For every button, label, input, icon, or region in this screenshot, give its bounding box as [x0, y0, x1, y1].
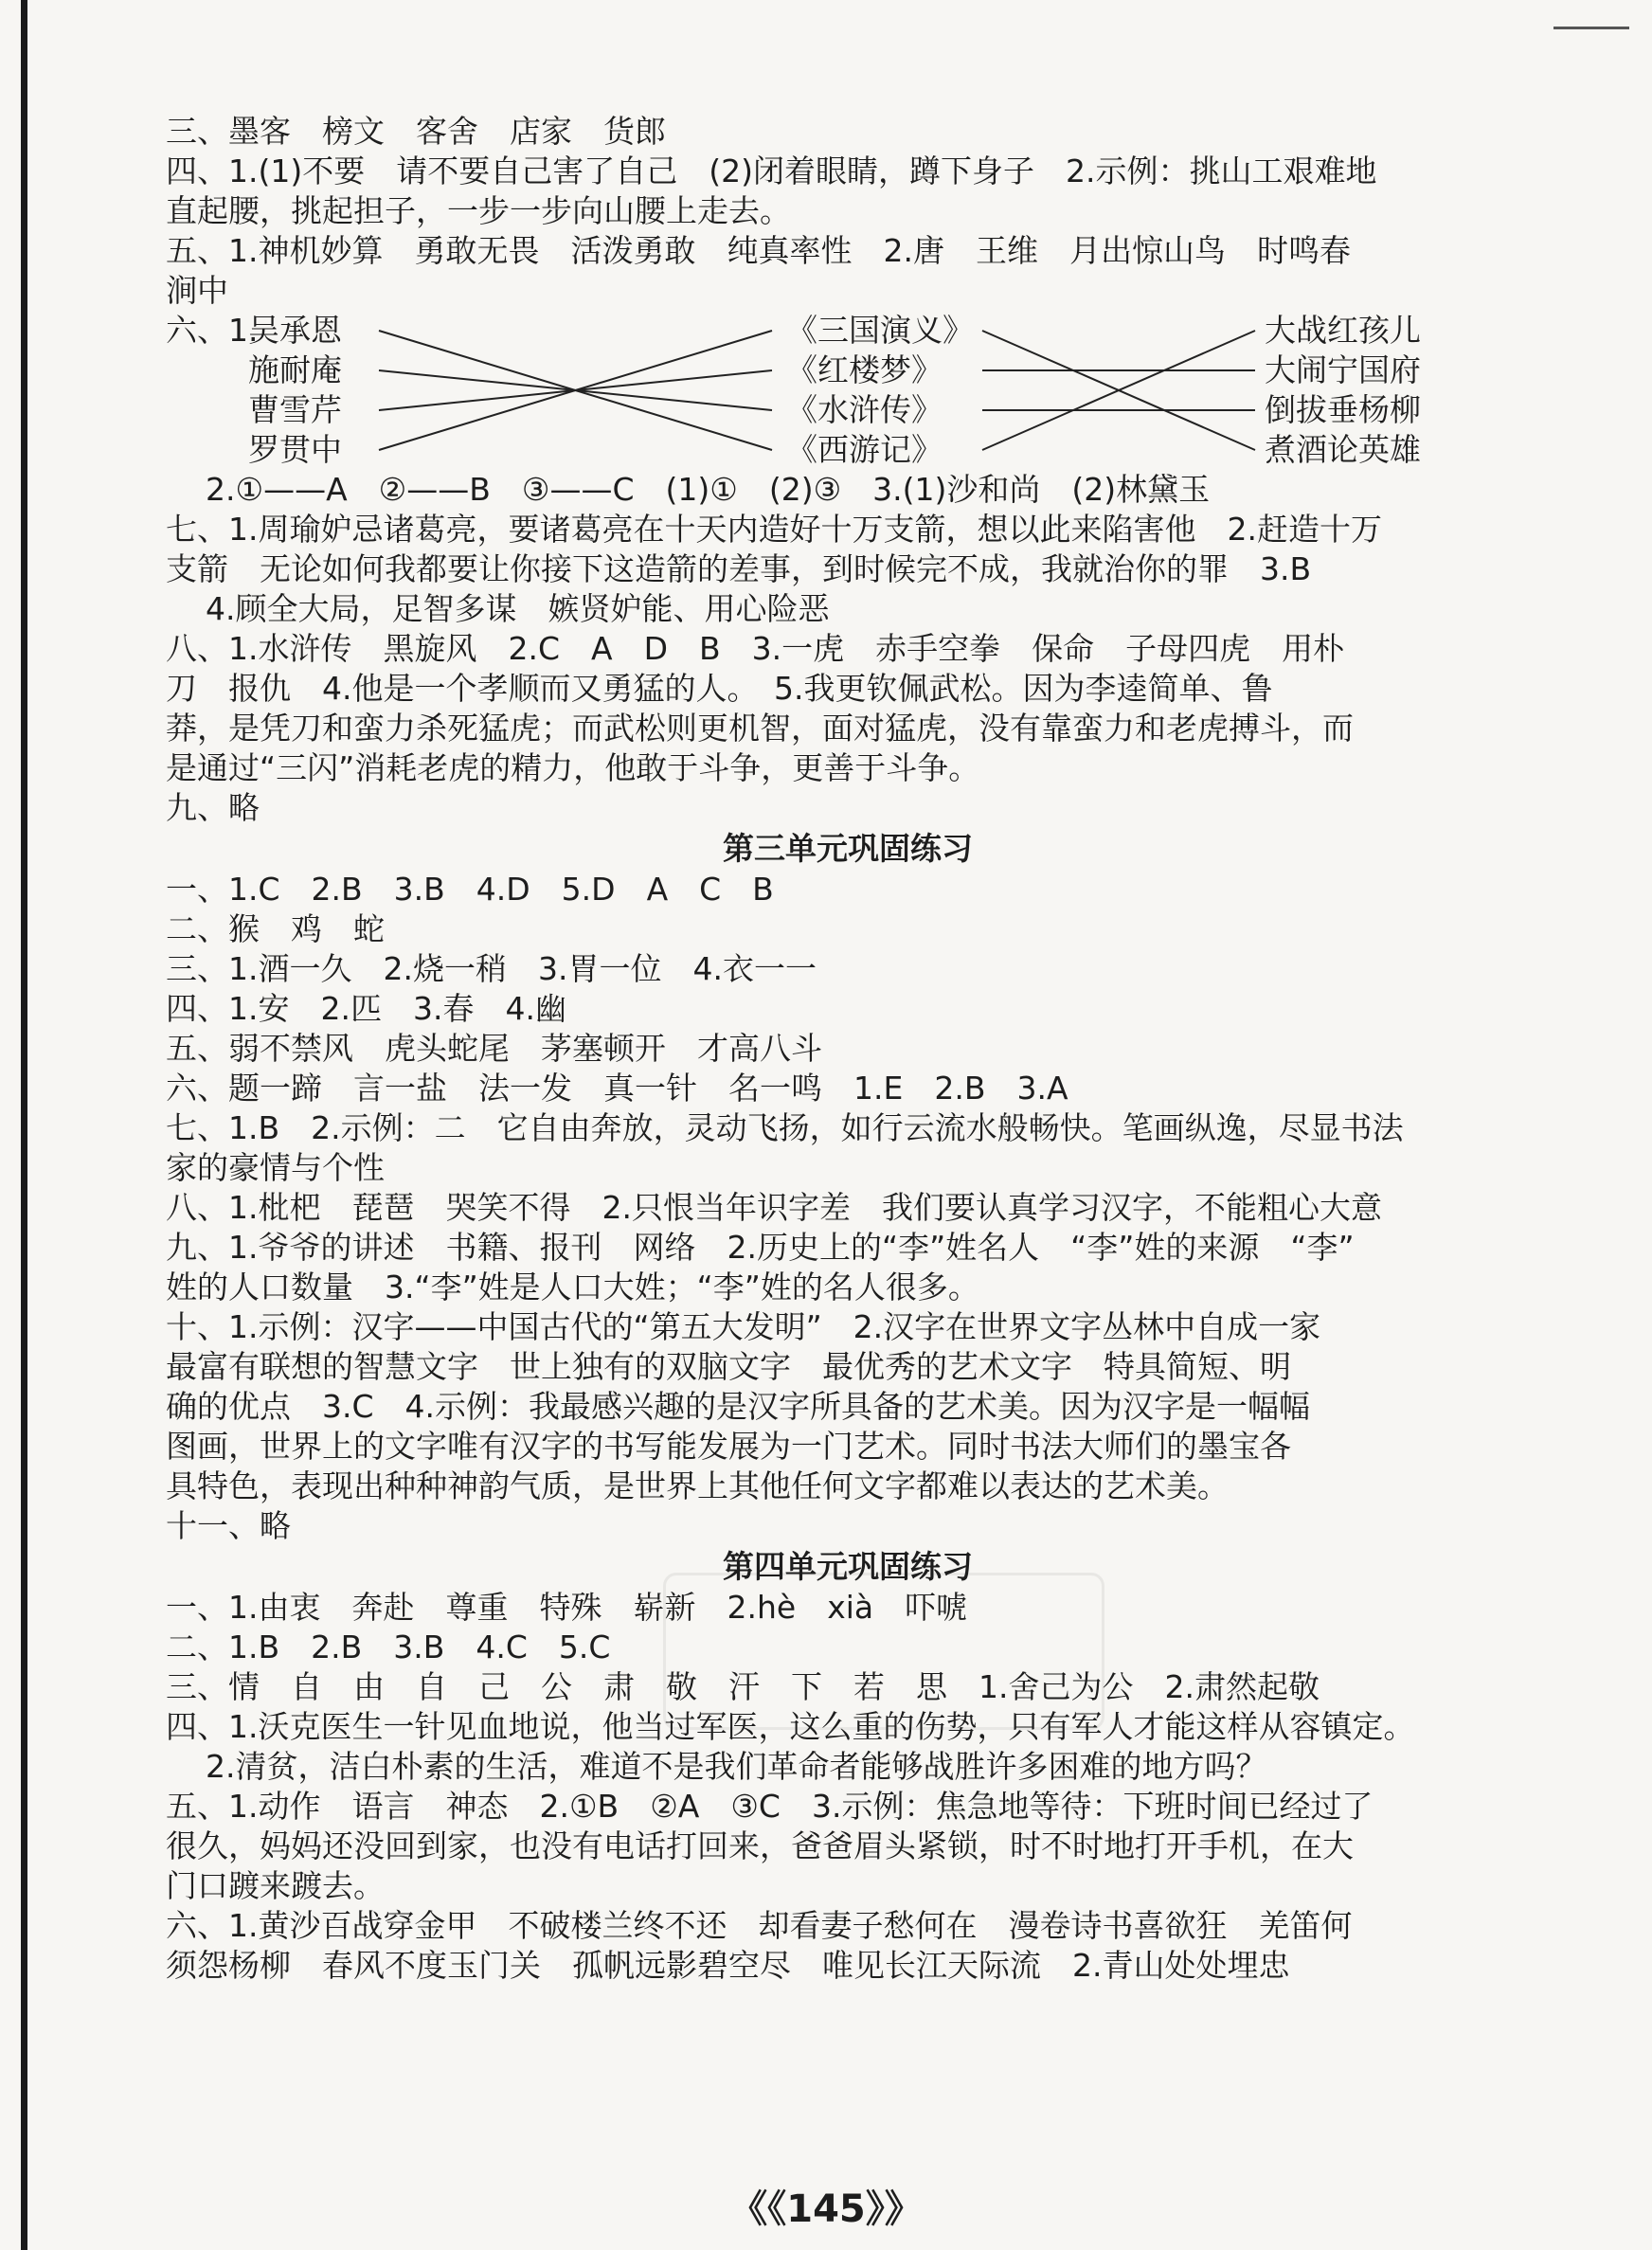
answer-line: 八、1.枇杷 琵琶 哭笑不得 2.只恨当年识字差 我们要认真学习汉字，不能粗心大意 — [166, 1189, 1382, 1226]
answer-line: 4.顾全大局，足智多谋 嫉贤妒能、用心险恶 — [206, 590, 830, 627]
book-4: 《西游记》 — [786, 431, 943, 468]
answer-line: 六、1.黄沙百战穿金甲 不破楼兰终不还 却看妻子愁何在 漫卷诗书喜欲狂 羌笛何 — [166, 1907, 1353, 1944]
answer-line: 二、猴 鸡 蛇 — [166, 910, 385, 947]
answer-line: 2.清贫，洁白朴素的生活，难道不是我们革命者能够战胜许多困难的地方吗？ — [206, 1748, 1267, 1785]
unit3-answers — [166, 870, 1530, 1546]
answer-line: 七、1.周瑜妒忌诸葛亮，要诸葛亮在十天内造好十万支箭，想以此来陷害他 2.赶造十万 — [166, 511, 1382, 548]
story-4: 煮酒论英雄 — [1265, 431, 1421, 468]
answer-line: 须怨杨柳 春风不度玉门关 孤帆远影碧空尽 唯见长江天际流 2.青山处处埋忠 — [166, 1947, 1290, 1984]
answer-line: 六、题一蹄 言一盐 法一发 真一针 名一鸣 1.E 2.B 3.A — [166, 1070, 1068, 1107]
answer-line: 四、1.安 2.匹 3.春 4.幽 — [166, 990, 566, 1027]
answer-line: 最富有联想的智慧文字 世上独有的双脑文字 最优秀的艺术文字 特具简短、明 — [166, 1348, 1291, 1385]
unit2-answers-bottom — [166, 470, 1530, 828]
book-2: 《红楼梦》 — [786, 351, 943, 388]
answer-line: 刀 报仇 4.他是一个孝顺而又勇猛的人。 5.我更钦佩武松。因为李逵简单、鲁 — [166, 670, 1273, 707]
answer-line: 姓的人口数量 3.“李”姓是人口大姓；“李”姓的名人很多。 — [166, 1269, 979, 1305]
story-2: 大闹宁国府 — [1265, 351, 1421, 388]
answer-line: 五、弱不禁风 虎头蛇尾 茅塞顿开 才高八斗 — [166, 1030, 822, 1067]
author-4: 罗贯中 — [248, 431, 342, 468]
answer-line: 图画，世界上的文字唯有汉字的书写能发展为一门艺术。同时书法大师们的墨宝各 — [166, 1428, 1291, 1465]
answer-line: 门口踱来踱去。 — [166, 1867, 385, 1904]
answer-line: 八、1.水浒传 黑旋风 2.C A D B 3.一虎 赤手空拳 保命 子母四虎 用朴 — [166, 630, 1345, 667]
unit4-heading: 第四单元巩固练习 — [723, 1548, 973, 1585]
unit4-answers — [166, 1588, 1530, 1986]
answer-line: 九、略 — [166, 789, 260, 826]
answer-line: 十一、略 — [166, 1507, 291, 1544]
top-rule — [1553, 27, 1629, 29]
answer-line: 三、1.酒一久 2.烧一稍 3.胃一位 4.衣一一 — [166, 950, 817, 987]
answer-line: 莽，是凭刀和蛮力杀死猛虎；而武松则更机智，面对猛虎，没有靠蛮力和老虎搏斗，而 — [166, 710, 1354, 747]
answer-line: 很久，妈妈还没回到家，也没有电话打回来，爸爸眉头紧锁，时不时地打开手机，在大 — [166, 1827, 1354, 1864]
answer-line: 直起腰，挑起担子，一步一步向山腰上走去。 — [166, 192, 791, 229]
book-3: 《水浒传》 — [786, 391, 943, 428]
answer-line: 确的优点 3.C 4.示例：我最感兴趣的是汉字所具备的艺术美。因为汉字是一幅幅 — [166, 1388, 1311, 1425]
answer-line: 五、1.动作 语言 神态 2.①B ②A ③C 3.示例：焦急地等待：下班时间已经过了 — [166, 1788, 1374, 1825]
match-prefix: 六、1. — [166, 312, 259, 349]
answer-line: 十、1.示例：汉字——中国古代的“第五大发明” 2.汉字在世界文字丛林中自成一家 — [166, 1308, 1321, 1345]
answer-line: 三、墨客 榜文 客舍 店家 货郎 — [166, 113, 666, 150]
answer-line: 四、1.(1)不要 请不要自己害了自己 (2)闭着眼睛，蹲下身子 2.示例：挑山工艰难地 — [166, 153, 1377, 189]
answer-line: 二、1.B 2.B 3.B 4.C 5.C — [166, 1629, 611, 1665]
answer-line: 一、1.C 2.B 3.B 4.D 5.D A C B — [166, 871, 774, 908]
book-1: 《三国演义》 — [786, 312, 974, 349]
unit2-answers-top — [166, 112, 1530, 311]
answer-line: 四、1.沃克医生一针见血地说，他当过军医，这么重的伤势，只有军人才能这样从容镇定。 — [166, 1708, 1415, 1745]
story-3: 倒拔垂杨柳 — [1265, 391, 1421, 428]
unit3-heading: 第三单元巩固练习 — [723, 830, 973, 867]
author-3: 曹雪芹 — [248, 391, 342, 428]
binding-edge-bar — [21, 0, 27, 2250]
answer-line: 五、1.神机妙算 勇敢无畏 活泼勇敢 纯真率性 2.唐 王维 月出惊山鸟 时鸣春 — [166, 232, 1351, 269]
page-number: 《《145》》 — [729, 2187, 923, 2231]
answer-line: 是通过“三闪”消耗老虎的精力，他敢于斗争，更善于斗争。 — [166, 749, 980, 786]
answer-line: 九、1.爷爷的讲述 书籍、报刊 网络 2.历史上的“李”姓名人 “李”姓的来源 “李” — [166, 1229, 1355, 1266]
answer-line: 支箭 无论如何我都要让你接下这造箭的差事，到时候完不成，我就治你的罪 3.B — [166, 550, 1312, 587]
story-1: 大战红孩儿 — [1265, 312, 1421, 349]
author-2: 施耐庵 — [248, 351, 342, 388]
answer-line: 具特色，表现出种种神韵气质，是世界上其他任何文字都难以表达的艺术美。 — [166, 1467, 1229, 1504]
author-1: 吴承恩 — [248, 312, 342, 349]
answer-line: 涧中 — [166, 272, 228, 309]
answer-line: 家的豪情与个性 — [166, 1149, 385, 1186]
answer-line: 一、1.由衷 奔赴 尊重 特殊 崭新 2.hè xià 吓唬 — [166, 1589, 968, 1626]
answer-line: 七、1.B 2.示例：二 它自由奔放，灵动飞扬，如行云流水般畅快。笔画纵逸，尽显书法 — [166, 1109, 1404, 1146]
answer-line: 2.①——A ②——B ③——C (1)① (2)③ 3.(1)沙和尚 (2)林黛玉 — [206, 471, 1211, 508]
answer-page — [166, 112, 1530, 1986]
matching-exercise — [166, 311, 1530, 470]
answer-line: 三、情 自 由 自 己 公 肃 敬 汗 下 若 思 1.舍己为公 2.肃然起敬 — [166, 1668, 1320, 1705]
